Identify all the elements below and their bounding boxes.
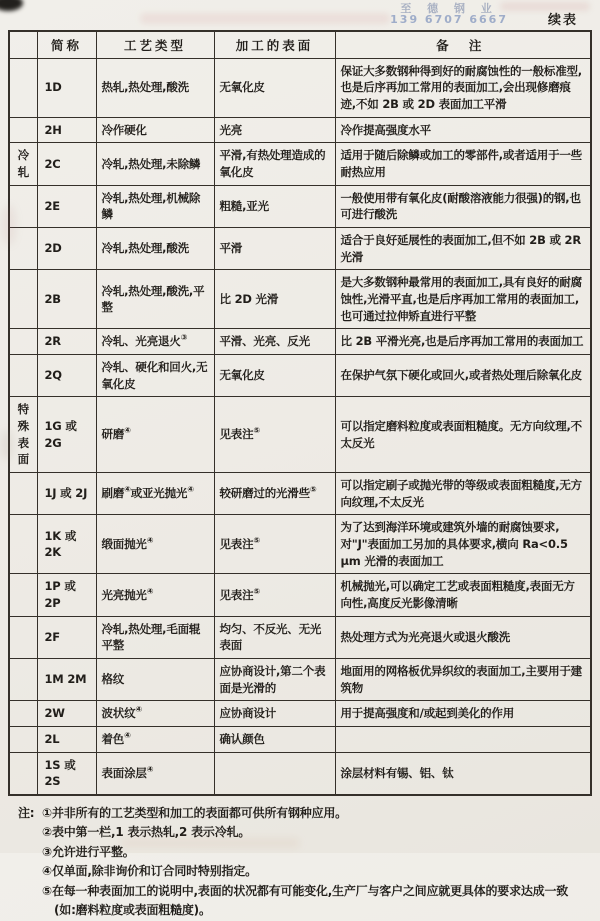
cell-process: 研磨④ <box>96 397 214 473</box>
cell-remark: 保证大多数钢种得到好的耐腐蚀性的一般标准型,也是后序再加工常用的表面加工,会出现修磨痕迹,不如 2B 或 2D 表面加工平滑 <box>335 58 591 117</box>
table-row <box>9 227 591 269</box>
header-process-type: 工艺类型 <box>96 31 214 58</box>
table-row <box>9 185 591 227</box>
cell-abbr: 2Q <box>37 354 96 396</box>
cell-process: 冷轧,热处理,机械除鳞 <box>96 185 214 227</box>
cell-surface: 见表注⑤ <box>214 574 335 616</box>
cell-abbr: 2H <box>37 117 96 143</box>
cell-abbr: 1J 或 2J <box>37 472 96 514</box>
cell-process: 缎面抛光④ <box>96 515 214 574</box>
cell-group <box>9 270 37 329</box>
cell-group: 特殊表面 <box>9 397 37 473</box>
cell-abbr: 2R <box>37 329 96 355</box>
cell-abbr: 2F <box>37 616 96 658</box>
watermark-phone-number: 139 6707 6667 <box>390 13 508 26</box>
table-row <box>9 701 591 727</box>
cell-remark: 地面用的网格板优异织纹的表面加工,主要用于建筑物 <box>335 658 591 700</box>
cell-group <box>9 515 37 574</box>
footnotes-block <box>18 804 584 921</box>
footnote-item: ⑤在每一种表面加工的说明中,表面的状况都有可能变化,生产厂与客户之间应就更具体的要求达成一致(如:磨料粒度或表面粗糙度)。 <box>42 883 569 918</box>
cell-process: 刷磨④或亚光抛光④ <box>96 472 214 514</box>
header-remarks: 备 注 <box>335 31 591 58</box>
table-row <box>9 472 591 514</box>
cell-abbr: 2C <box>37 143 96 185</box>
cell-abbr: 2D <box>37 227 96 269</box>
cell-group <box>9 227 37 269</box>
cell-abbr: 1M 2M <box>37 658 96 700</box>
footnote-item: ③允许进行平整。 <box>42 844 135 859</box>
table-row <box>9 574 591 616</box>
cell-surface: 较研磨过的光滑些⑤ <box>214 472 335 514</box>
cell-group: 冷轧 <box>9 143 37 185</box>
cell-group <box>9 752 37 795</box>
cell-process: 着色④ <box>96 727 214 753</box>
table-header-row <box>9 31 591 58</box>
cell-surface: 无氧化皮 <box>214 58 335 117</box>
table-row <box>9 515 591 574</box>
cell-surface <box>214 752 335 795</box>
header-processed-surface: 加工的表面 <box>214 31 335 58</box>
cell-surface: 比 2D 光滑 <box>214 270 335 329</box>
watermark-company-name: 至 德 钢 业 <box>400 2 498 15</box>
cell-remark: 适用于随后除鳞或加工的零部件,或者适用于一些耐热应用 <box>335 143 591 185</box>
cell-surface: 平滑、光亮、反光 <box>214 329 335 355</box>
cell-surface: 见表注⑤ <box>214 397 335 473</box>
cell-remark <box>335 727 591 753</box>
table-row <box>9 727 591 753</box>
cell-process: 冷轧,热处理,毛面辊平整 <box>96 616 214 658</box>
cell-process: 冷轧,热处理,酸洗 <box>96 227 214 269</box>
cell-abbr: 2W <box>37 701 96 727</box>
cell-process: 波状纹④ <box>96 701 214 727</box>
cell-abbr: 1S 或 2S <box>37 752 96 795</box>
surface-finish-table <box>8 30 592 796</box>
cell-remark: 可以指定刷子或抛光带的等级或表面粗糙度,无方向纹理,不太反光 <box>335 472 591 514</box>
footnote-item: ①并非所有的工艺类型和加工的表面都可供所有钢种应用。 <box>42 806 347 821</box>
cell-remark: 可以指定磨料粒度或表面粗糙度。无方向纹理,不太反光 <box>335 397 591 473</box>
cell-group <box>9 574 37 616</box>
cell-remark: 是大多数钢种最常用的表面加工,具有良好的耐腐蚀性,光滑平直,也是后序再加工常用的表面加工,也可通过拉伸矫直进行平整 <box>335 270 591 329</box>
table-row <box>9 616 591 658</box>
cell-group <box>9 727 37 753</box>
cell-abbr: 1K 或 2K <box>37 515 96 574</box>
cell-group <box>9 701 37 727</box>
cell-remark: 用于提高强度和/或起到美化的作用 <box>335 701 591 727</box>
cell-surface: 应协商设计,第二个表面是光滑的 <box>214 658 335 700</box>
cell-remark: 涂层材料有锡、铝、钛 <box>335 752 591 795</box>
cell-group <box>9 58 37 117</box>
page-top-strip <box>0 0 600 30</box>
cell-surface: 平滑 <box>214 227 335 269</box>
footnote-item: ②表中第一栏,1 表示热轧,2 表示冷轧。 <box>42 825 251 840</box>
table-row <box>9 397 591 473</box>
table-row <box>9 354 591 396</box>
table-row <box>9 329 591 355</box>
cell-remark: 比 2B 平滑光亮,也是后序再加工常用的表面加工 <box>335 329 591 355</box>
header-abbreviation: 简称 <box>37 31 96 58</box>
cell-process: 冷轧,热处理,酸洗,平整 <box>96 270 214 329</box>
cell-remark: 冷作提高强度水平 <box>335 117 591 143</box>
footnotes-list <box>42 804 584 921</box>
cell-group <box>9 329 37 355</box>
cell-abbr: 2B <box>37 270 96 329</box>
table-row <box>9 117 591 143</box>
cell-group <box>9 117 37 143</box>
cell-abbr: 2L <box>37 727 96 753</box>
cell-abbr: 1G 或 2G <box>37 397 96 473</box>
footnote-item: ④仅单面,除非询价和订合同时特别指定。 <box>42 864 257 879</box>
continued-table-label: 续表 <box>547 13 578 28</box>
cell-remark: 机械抛光,可以确定工艺或表面粗糙度,表面无方向性,高度反光影像清晰 <box>335 574 591 616</box>
cell-process: 冷轧,热处理,未除鳞 <box>96 143 214 185</box>
cell-surface: 应协商设计 <box>214 701 335 727</box>
cell-surface: 均匀、不反光、无光表面 <box>214 616 335 658</box>
table-row <box>9 143 591 185</box>
cell-abbr: 1D <box>37 58 96 117</box>
cell-abbr: 2E <box>37 185 96 227</box>
cell-process: 热轧,热处理,酸洗 <box>96 58 214 117</box>
cell-remark: 在保护气氛下硬化或回火,或者热处理后除氧化皮 <box>335 354 591 396</box>
cell-surface: 见表注⑤ <box>214 515 335 574</box>
cell-group <box>9 354 37 396</box>
cell-abbr: 1P 或 2P <box>37 574 96 616</box>
table-row <box>9 270 591 329</box>
cell-process: 冷轧、光亮退火③ <box>96 329 214 355</box>
cell-process: 冷作硬化 <box>96 117 214 143</box>
cell-surface: 光亮 <box>214 117 335 143</box>
cell-process: 表面涂层④ <box>96 752 214 795</box>
cell-group <box>9 185 37 227</box>
cell-process: 光亮抛光④ <box>96 574 214 616</box>
watermark-stamp <box>390 3 508 25</box>
cell-group <box>9 658 37 700</box>
cell-group <box>9 616 37 658</box>
cell-surface: 无氧化皮 <box>214 354 335 396</box>
cell-surface: 平滑,有热处理造成的氧化皮 <box>214 143 335 185</box>
footnotes-label: 注: <box>18 806 35 821</box>
header-group <box>9 31 37 58</box>
cell-remark: 一般使用带有氧化皮(耐酸溶液能力很强)的钢,也可进行酸洗 <box>335 185 591 227</box>
cell-remark: 热处理方式为光亮退火或退火酸洗 <box>335 616 591 658</box>
cell-surface: 粗糙,亚光 <box>214 185 335 227</box>
table-row <box>9 752 591 795</box>
table-row <box>9 658 591 700</box>
cell-surface: 确认颜色 <box>214 727 335 753</box>
cell-process: 冷轧、硬化和回火,无氧化皮 <box>96 354 214 396</box>
cell-process: 格纹 <box>96 658 214 700</box>
cell-remark: 适合于良好延展性的表面加工,但不如 2B 或 2R 光滑 <box>335 227 591 269</box>
cell-remark: 为了达到海洋环境或建筑外墙的耐腐蚀要求,对"J"表面加工另加的具体要求,横向 Ra<0.5 μm 光滑的表面加工 <box>335 515 591 574</box>
cell-group <box>9 472 37 514</box>
table-row <box>9 58 591 117</box>
